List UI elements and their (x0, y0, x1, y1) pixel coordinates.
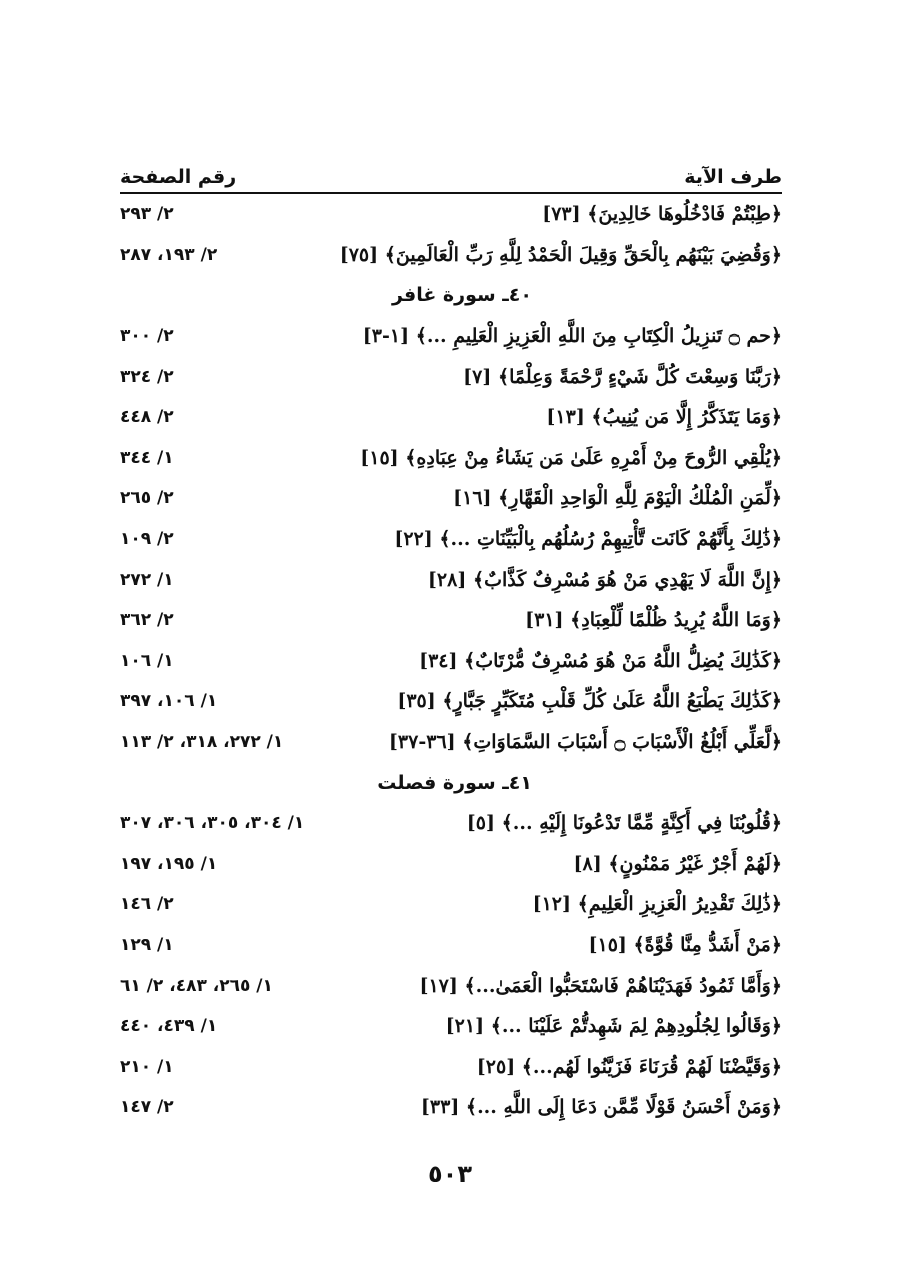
index-row (120, 884, 782, 925)
page-references: ١/ ١٩٥، ١٩٧ (120, 853, 218, 874)
page-number: ٥٠٣ (428, 1160, 472, 1188)
index-row (120, 397, 782, 438)
index-row (120, 316, 782, 357)
page-references: ٢/ ١٤٦ (120, 894, 174, 915)
verse-excerpt: ﴿ذَٰلِكَ تَقْدِيرُ الْعَزِيزِ الْعَلِيمِ﴾ [١٢] (532, 893, 782, 916)
index-row (120, 438, 782, 479)
index-row (120, 194, 782, 235)
index-row (120, 722, 782, 763)
page-references: ٢/ ٣٢٤ (120, 366, 174, 387)
index-row (120, 641, 782, 682)
index-row (120, 965, 782, 1006)
page-references: ١/ ٢٧٢، ٣١٨، ٢/ ١١٣ (120, 732, 284, 753)
verse-excerpt: ﴿مَنْ أَشَدُّ مِنَّا قُوَّةً﴾ [١٥] (588, 933, 782, 956)
verse-column-heading: طرف الآية (684, 166, 782, 188)
verse-excerpt: ﴿وَقُضِيَ بَيْنَهُم بِالْحَقِّ وَقِيلَ الْحَمْدُ لِلَّهِ رَبِّ الْعَالَمِينَ﴾ [٧٥] (339, 243, 782, 266)
page-references: ١/ ١٢٩ (120, 934, 174, 955)
verse-excerpt: ﴿لَهُمْ أَجْرٌ غَيْرُ مَمْنُونٍ﴾ [٨] (573, 852, 782, 875)
index-row (120, 356, 782, 397)
page-references: ١/ ١٠٦ (120, 650, 174, 671)
verse-excerpt: ﴿لِّمَنِ الْمُلْكُ الْيَوْمَ لِلَّهِ الْوَاحِدِ الْقَهَّارِ﴾ [١٦] (453, 487, 782, 510)
verse-excerpt: ﴿يُلْقِي الرُّوحَ مِنْ أَمْرِهِ عَلَىٰ مَن يَشَاءُ مِنْ عِبَادِهِ﴾ [١٥] (360, 446, 782, 469)
index-row (120, 600, 782, 641)
verse-excerpt: ﴿وَقَيَّضْنَا لَهُمْ قُرَنَاءَ فَزَيَّنُوا لَهُم...﴾ [٢٥] (476, 1055, 782, 1078)
page-references: ٢/ ٢٩٣ (120, 204, 174, 225)
index-row (120, 235, 782, 276)
verse-excerpt: ﴿وَمَنْ أَحْسَنُ قَوْلًا مِّمَّن دَعَا إِلَى اللَّهِ ...﴾ [٣٣] (420, 1096, 782, 1119)
verse-excerpt: ﴿وَأَمَّا ثَمُودُ فَهَدَيْنَاهُمْ فَاسْتَحَبُّوا الْعَمَىٰ...﴾ [١٧] (419, 974, 782, 997)
index-row (120, 844, 782, 885)
page-references: ١/ ٣٤٤ (120, 447, 174, 468)
index-page (120, 150, 782, 1128)
page-references: ٢/ ١٤٧ (120, 1097, 174, 1118)
surah-heading: ٤١ـ سورة فصلت (377, 771, 532, 794)
index-row (120, 1087, 782, 1128)
page-references: ١/ ٤٣٩، ٤٤٠ (120, 1016, 218, 1037)
index-row (120, 519, 782, 560)
index-row (120, 559, 782, 600)
table-header (120, 150, 782, 194)
index-row (120, 1006, 782, 1047)
page-references: ١/ ٣٠٤، ٣٠٥، ٣٠٦، ٣٠٧ (120, 813, 305, 834)
page-references: ٢/ ٣٠٠ (120, 326, 174, 347)
index-row (120, 681, 782, 722)
verse-excerpt: ﴿طِبْتُمْ فَادْخُلُوهَا خَالِدِينَ﴾ [٧٣] (542, 203, 782, 226)
verse-excerpt: ﴿ذَٰلِكَ بِأَنَّهُمْ كَانَت تَّأْتِيهِمْ رُسُلُهُم بِالْبَيِّنَاتِ ...﴾ [٢٢] (394, 528, 782, 551)
index-row (120, 1046, 782, 1087)
verse-excerpt: ﴿كَذَٰلِكَ يَطْبَعُ اللَّهُ عَلَىٰ كُلِّ قَلْبِ مُتَكَبِّرٍ جَبَّارٍ﴾ [٣٥] (397, 690, 782, 713)
index-row (120, 478, 782, 519)
verse-excerpt: ﴿وَمَا يَتَذَكَّرُ إِلَّا مَن يُنِيبُ﴾ [١٣] (546, 406, 782, 429)
page-references: ١/ ٢١٠ (120, 1056, 174, 1077)
page-column-heading: رقم الصفحة (120, 166, 237, 188)
page-references: ١/ ٢٧٢ (120, 569, 174, 590)
verse-excerpt: ﴿وَقَالُوا لِجُلُودِهِمْ لِمَ شَهِدتُّمْ عَلَيْنَا ...﴾ [٢١] (445, 1015, 782, 1038)
index-rows (120, 194, 782, 1128)
page-references: ١/ ١٠٦، ٣٩٧ (120, 691, 218, 712)
verse-excerpt: ﴿رَبَّنَا وَسِعْتَ كُلَّ شَيْءٍ رَّحْمَةً وَعِلْمًا﴾ [٧] (463, 365, 782, 388)
verse-excerpt: ﴿حم ۝ تَنزِيلُ الْكِتَابِ مِنَ اللَّهِ الْعَزِيزِ الْعَلِيمِ ...﴾ [١-٣] (362, 325, 782, 348)
page-references: ٢/ ١٠٩ (120, 529, 174, 550)
verse-excerpt: ﴿إِنَّ اللَّهَ لَا يَهْدِي مَنْ هُوَ مُسْرِفٌ كَذَّابٌ﴾ [٢٨] (427, 568, 782, 591)
page-references: ٢/ ٢٦٥ (120, 488, 174, 509)
verse-excerpt: ﴿وَمَا اللَّهُ يُرِيدُ ظُلْمًا لِّلْعِبَادِ﴾ [٣١] (525, 609, 782, 632)
index-row (120, 803, 782, 844)
verse-excerpt: ﴿قُلُوبُنَا فِي أَكِنَّةٍ مِّمَّا تَدْعُونَا إِلَيْهِ ...﴾ [٥] (466, 812, 782, 835)
page-references: ١/ ٢٦٥، ٤٨٣، ٢/ ٦١ (120, 975, 273, 996)
verse-excerpt: ﴿كَذَٰلِكَ يُضِلُّ اللَّهُ مَنْ هُوَ مُسْرِفٌ مُّرْتَابٌ﴾ [٣٤] (419, 649, 782, 672)
page-references: ٢/ ٣٦٢ (120, 610, 174, 631)
surah-heading: ٤٠ـ سورة غافر (391, 284, 532, 307)
index-row (120, 925, 782, 966)
page-references: ٢/ ١٩٣، ٢٨٧ (120, 244, 218, 265)
verse-excerpt: ﴿لَّعَلِّي أَبْلُغُ الْأَسْبَابَ ۝ أَسْبَابَ السَّمَاوَاتِ﴾ [٣٦-٣٧] (388, 731, 782, 754)
page-references: ٢/ ٤٤٨ (120, 407, 174, 428)
